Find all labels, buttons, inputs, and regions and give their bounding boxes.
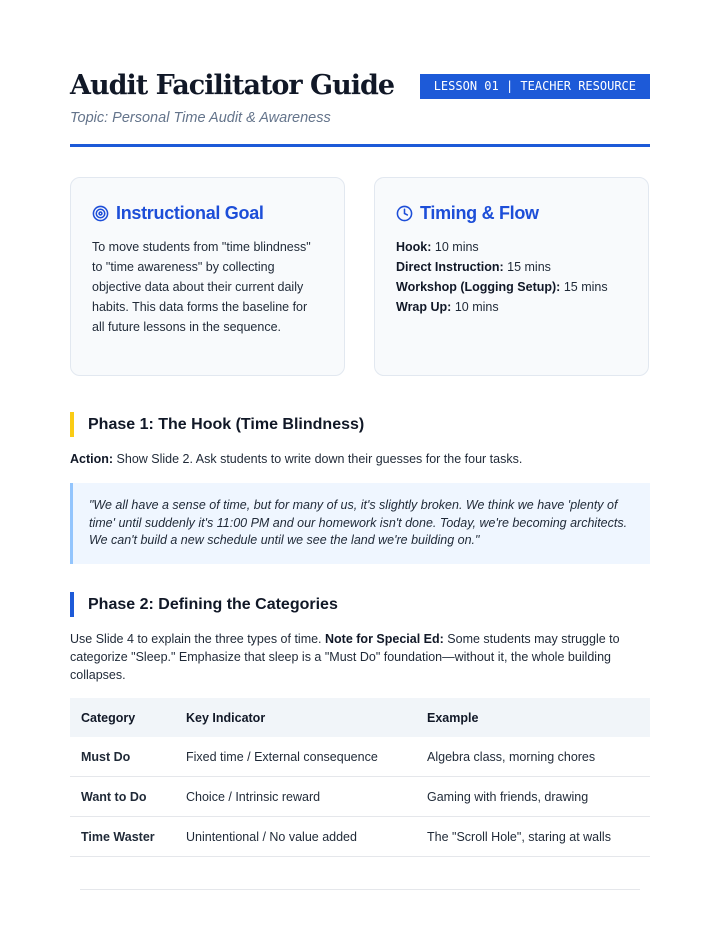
phase-1-heading: Phase 1: The Hook (Time Blindness) — [70, 412, 650, 437]
footer-divider — [80, 889, 640, 890]
phase-2-paragraph — [70, 630, 650, 684]
phase-2-heading: Phase 2: Defining the Categories — [70, 592, 650, 617]
indicator-cell: Choice / Intrinsic reward — [175, 777, 416, 817]
example-cell: The "Scroll Hole", staring at walls — [416, 817, 650, 857]
timing-flow-card — [374, 177, 649, 376]
instructional-goal-title: Instructional Goal — [116, 202, 264, 223]
category-cell: Must Do — [70, 737, 175, 777]
timing-row-wrap-up: Wrap Up: 10 mins — [396, 300, 499, 314]
category-cell: Time Waster — [70, 817, 175, 857]
indicator-cell: Unintentional / No value added — [175, 817, 416, 857]
phase-1-action — [70, 450, 522, 468]
action-label: Action: — [70, 452, 114, 466]
page-title: Audit Facilitator Guide — [70, 70, 395, 101]
instructional-goal-text: To move students from "time blindness" to "time awareness" by collecting objective data about their current daily habits. This data forms the baseline for all future lessons in the sequence. — [92, 240, 311, 334]
timing-row-hook: Hook: 10 mins — [396, 240, 479, 254]
categories-table — [70, 698, 650, 857]
hook-quote: "We all have a sense of time, but for many of us, it's slightly broken. We think we have 'plenty of time' until suddenly it's 11:00 PM and our homework isn't done. Today, we're becoming architects. We can't build a new schedule until we see the land we're building on." — [70, 483, 650, 564]
page-subtitle: Topic: Personal Time Audit & Awareness — [70, 110, 331, 126]
table-header-row — [70, 698, 650, 737]
phase-2-intro: Use Slide 4 to explain the three types of time. — [70, 632, 322, 646]
header — [70, 68, 650, 148]
column-header-category: Category — [70, 698, 175, 737]
clock-icon — [396, 205, 413, 222]
timing-row-direct-instruction: Direct Instruction: 15 mins — [396, 260, 551, 274]
category-cell: Want to Do — [70, 777, 175, 817]
instructional-goal-header — [92, 200, 323, 226]
timing-flow-header — [396, 200, 627, 226]
target-icon — [92, 205, 109, 222]
special-ed-note-text: Some students may struggle to categorize "Sleep." Emphasize that sleep is a "Must Do" foundation—without it, the whole building collapses. — [70, 632, 620, 682]
example-cell: Algebra class, morning chores — [416, 737, 650, 777]
indicator-cell: Fixed time / External consequence — [175, 737, 416, 777]
instructional-goal-card — [70, 177, 345, 376]
column-header-key-indicator: Key Indicator — [175, 698, 416, 737]
table-row — [70, 817, 650, 857]
timing-flow-title: Timing & Flow — [420, 202, 539, 223]
example-cell: Gaming with friends, drawing — [416, 777, 650, 817]
header-divider — [70, 144, 650, 147]
timing-row-workshop: Workshop (Logging Setup): 15 mins — [396, 280, 608, 294]
lesson-badge: LESSON 01 | TEACHER RESOURCE — [420, 74, 650, 99]
action-text: Show Slide 2. Ask students to write down their guesses for the four tasks. — [116, 452, 523, 466]
column-header-example: Example — [416, 698, 650, 737]
table-row — [70, 737, 650, 777]
special-ed-note-label: Note for Special Ed: — [325, 632, 444, 646]
table-row — [70, 777, 650, 817]
